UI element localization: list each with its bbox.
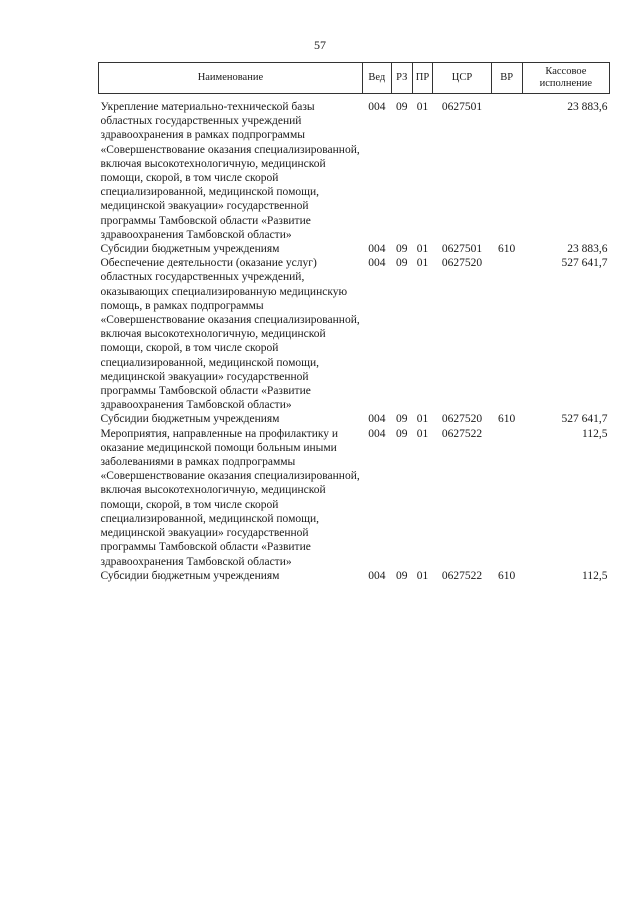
row-rz: 09	[396, 243, 408, 256]
table-row	[99, 412, 610, 426]
row-sum: 112,5	[582, 569, 608, 582]
row-pr: 01	[416, 427, 429, 440]
row-pr: 01	[416, 413, 429, 426]
row-pr: 01	[416, 243, 429, 256]
row-rz: 09	[396, 101, 408, 113]
row-vr	[491, 427, 522, 569]
row-csr: 0627520	[441, 257, 483, 270]
header-sum: Кассовое исполнение	[522, 63, 609, 94]
table-row	[99, 242, 610, 256]
row-rz: 09	[396, 569, 408, 582]
row-name: Субсидии бюджетным учреждениям	[100, 413, 280, 426]
header-rz: РЗ	[391, 63, 412, 94]
header-vr: ВР	[491, 63, 522, 94]
row-pr: 01	[416, 569, 429, 582]
row-ved: 004	[368, 427, 386, 440]
row-pr: 01	[416, 101, 429, 113]
table-row	[99, 94, 610, 243]
table-header	[99, 63, 610, 94]
row-vr: 610	[498, 569, 516, 582]
row-ved: 004	[368, 257, 386, 270]
row-ved: 004	[368, 413, 386, 426]
table-row	[99, 569, 610, 583]
row-ved: 004	[368, 101, 386, 113]
row-csr: 0627520	[441, 413, 483, 426]
row-rz: 09	[396, 257, 408, 270]
row-vr	[491, 94, 522, 243]
header-ved: Вед	[362, 63, 391, 94]
row-vr	[491, 256, 522, 412]
row-name: Субсидии бюджетным учреждениям	[100, 569, 280, 582]
row-ved: 004	[368, 569, 386, 582]
row-name: Мероприятия, направленные на профилактику и оказание медицинской помощи больным иными заболеваниями в рамках подпрограммы «Совершенствование оказания специализированной, включая высокотехнологичную, медицинской помощи, скорой, в том числе скорой специализированной, медицинской помощи, медицинской эвакуации» государственной программы Тамбовской области «Развитие здравоохранения Тамбовской области»	[100, 427, 360, 568]
row-sum: 527 641,7	[561, 257, 608, 270]
row-csr: 0627522	[441, 569, 483, 582]
row-name: Субсидии бюджетным учреждениям	[100, 243, 280, 256]
row-sum: 527 641,7	[561, 413, 608, 426]
row-csr: 0627501	[441, 101, 483, 113]
row-vr: 610	[498, 243, 516, 256]
budget-table	[98, 62, 610, 583]
header-name: Наименование	[99, 63, 363, 94]
row-rz: 09	[396, 427, 408, 440]
row-csr: 0627501	[441, 243, 483, 256]
row-rz: 09	[396, 413, 408, 426]
row-csr: 0627522	[441, 427, 483, 440]
row-ved: 004	[368, 243, 386, 256]
row-name: Обеспечение деятельности (оказание услуг) областных государственных учреждений, оказывающих специализированную медицинскую помощь, в рамках подпрограммы «Совершенствование оказания специализированной, включая высокотехнологичную, медицинской помощи, скорой, в том числе скорой специализированной, медицинской помощи, медицинской эвакуации» государственной программы Тамбовской области «Развитие здравоохранения Тамбовской области»	[100, 257, 360, 412]
page-number: 57	[314, 38, 326, 52]
header-pr: ПР	[412, 63, 433, 94]
table-row	[99, 256, 610, 412]
row-name: Укрепление материально-технической базы областных государственных учреждений здравоохранения в рамках подпрограммы «Совершенствование оказания специализированной, включая высокотехнологичную, медицинской помощи, скорой, в том числе скорой специализированной, медицинской помощи, медицинской эвакуации» государственной программы Тамбовской области «Развитие здравоохранения Тамбовской области»	[100, 101, 360, 241]
table-row	[99, 427, 610, 569]
row-vr: 610	[498, 413, 516, 426]
row-pr: 01	[416, 257, 429, 270]
header-csr: ЦСР	[433, 63, 491, 94]
row-sum: 23 883,6	[567, 243, 608, 256]
row-sum: 112,5	[582, 427, 608, 440]
row-sum: 23 883,6	[567, 101, 608, 113]
